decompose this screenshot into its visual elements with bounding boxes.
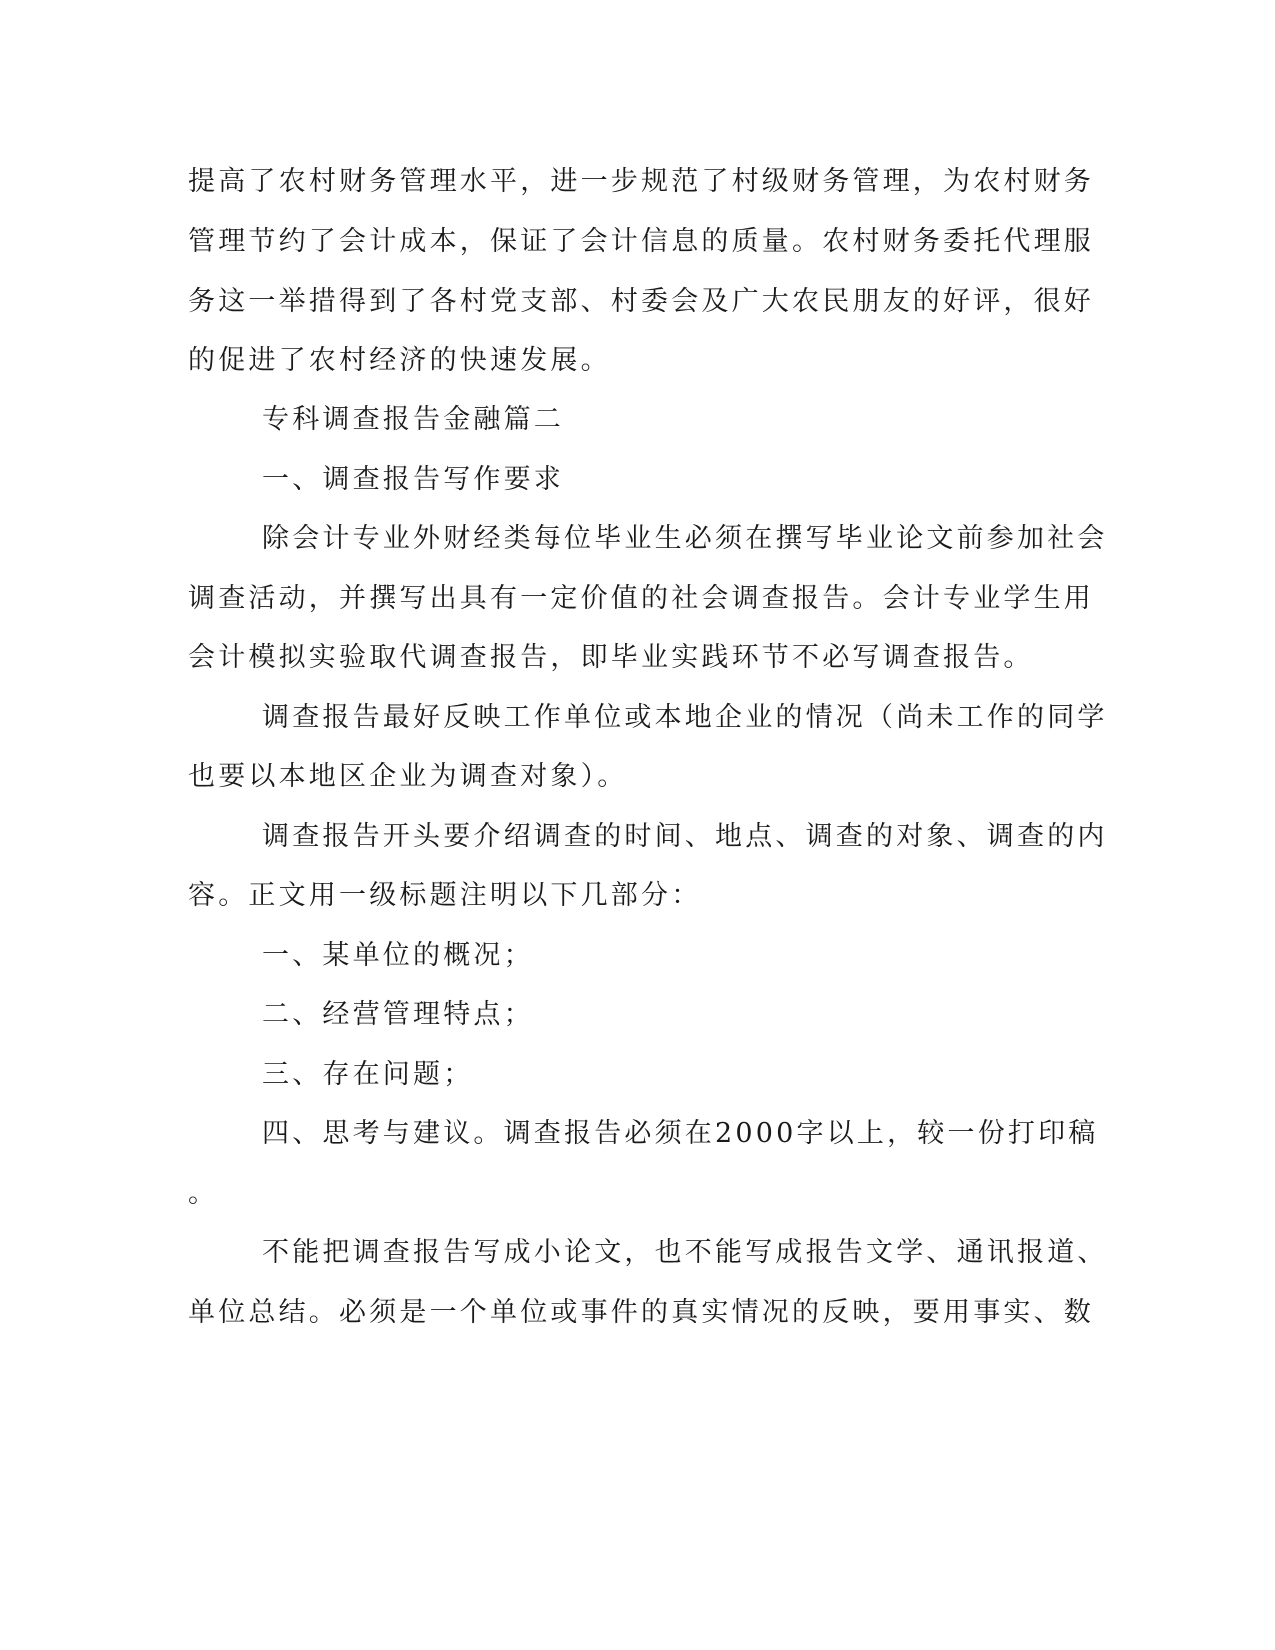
paragraph-line: 容。正文用一级标题注明以下几部分： xyxy=(188,880,702,911)
list-item: 二、经营管理特点； xyxy=(262,999,534,1030)
paragraph-line: 不能把调查报告写成小论文，也不能写成报告文学、通讯报道、 xyxy=(262,1237,1108,1268)
paragraph-line: 务这一举措得到了各村党支部、村委会及广大农民朋友的好评，很好 xyxy=(188,286,1094,317)
list-item: 一、某单位的概况； xyxy=(262,940,534,971)
paragraph-line: 的促进了农村经济的快速发展。 xyxy=(188,345,611,376)
paragraph-line: 调查活动，并撰写出具有一定价值的社会调查报告。会计专业学生用 xyxy=(188,583,1094,614)
paragraph-line: 除会计专业外财经类每位毕业生必须在撰写毕业论文前参加社会 xyxy=(262,523,1108,554)
paragraph-line: 会计模拟实验取代调查报告，即毕业实践环节不必写调查报告。 xyxy=(188,642,1034,673)
paragraph-line: 管理节约了会计成本，保证了会计信息的质量。农村财务委托代理服 xyxy=(188,226,1094,257)
paragraph-line: 提高了农村财务管理水平，进一步规范了村级财务管理，为农村财务 xyxy=(188,166,1094,197)
paragraph-line: 单位总结。必须是一个单位或事件的真实情况的反映，要用事实、数 xyxy=(188,1297,1094,1328)
list-item: 三、存在问题； xyxy=(262,1059,474,1090)
paragraph-line: 调查报告开头要介绍调查的时间、地点、调查的对象、调查的内 xyxy=(262,821,1108,852)
section-heading: 一、调查报告写作要求 xyxy=(262,464,564,495)
list-item: 四、思考与建议。调查报告必须在2000字以上，较一份打印稿 xyxy=(262,1118,1099,1149)
paragraph-line: 调查报告最好反映工作单位或本地企业的情况（尚未工作的同学 xyxy=(262,702,1108,733)
paragraph-line: 也要以本地区企业为调查对象）。 xyxy=(188,761,628,792)
section-title: 专科调查报告金融篇二 xyxy=(262,404,564,435)
paragraph-line: 。 xyxy=(188,1178,219,1209)
